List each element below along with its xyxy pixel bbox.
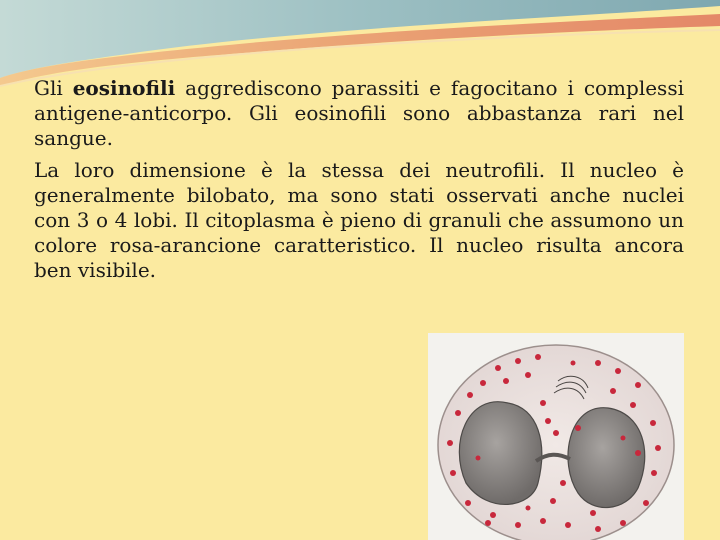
eosinofili-term: eosinofili <box>72 76 176 100</box>
paragraph1-lead: Gli <box>34 76 73 100</box>
nucleus-lobe-left <box>459 402 541 505</box>
paragraph1-rest: aggrediscono parassiti e fagocitano i complessi antigene-anticorpo. Gli eosinofili sono abbastanza rari nel sangue. <box>34 76 684 150</box>
eosinophil-cell-drawing <box>428 333 684 540</box>
nucleus-lobe-right <box>568 408 645 508</box>
paragraph-eosinophils-description: La loro dimensione è la stessa dei neutrofili. Il nucleo è generalmente bilobato, ma sono stati osservati anche nuclei con 3 o 4 lobi. Il citoplasma è pieno di granuli che assumono un colore rosa-arancione caratteristico. Il nucleo risulta ancora ben visibile. <box>34 158 684 282</box>
eosinophil-illustration <box>428 333 684 540</box>
text-content <box>34 76 684 290</box>
paragraph-eosinophils-intro <box>34 76 684 151</box>
